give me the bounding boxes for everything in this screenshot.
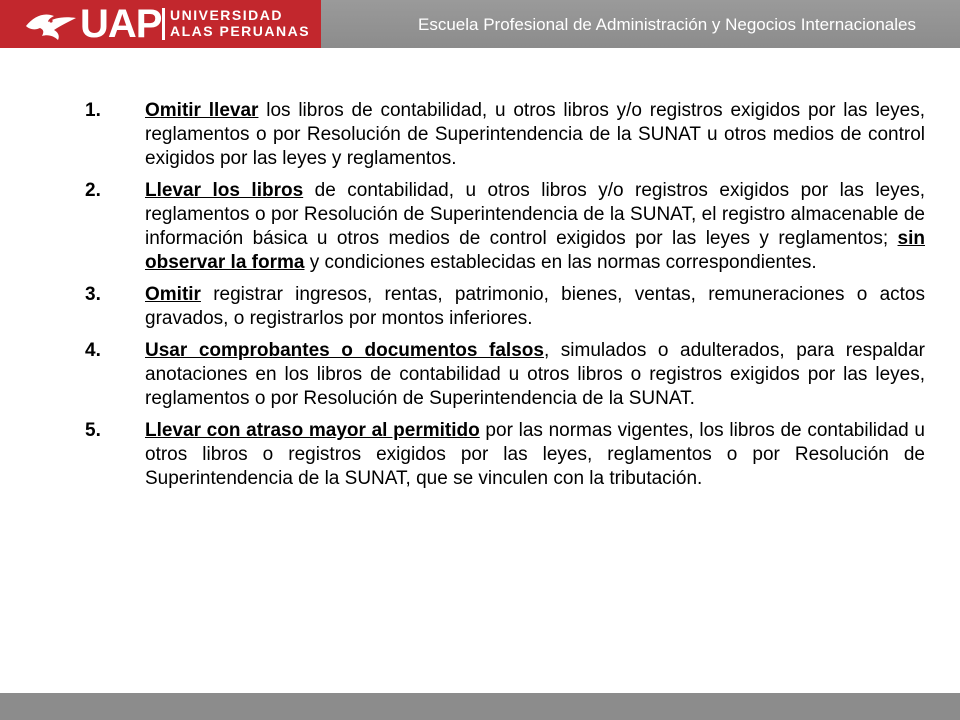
- item-lead: Llevar con atraso mayor al permitido: [145, 420, 480, 441]
- item-lead: Omitir llevar: [145, 100, 259, 121]
- item-text: [145, 99, 925, 171]
- logo-line-university: UNIVERSIDAD: [170, 7, 283, 23]
- logo-divider: [162, 8, 165, 40]
- item-text: [145, 179, 925, 275]
- list-item: [85, 283, 925, 331]
- school-title: Escuela Profesional de Administración y Negocios Internacionales: [418, 15, 916, 34]
- list-item: [85, 179, 925, 275]
- item-text: [145, 339, 925, 411]
- item-body: registrar ingresos, rentas, patrimonio, bienes, ventas, remuneraciones o actos gravados, o registrarlos por montos inferiores.: [145, 284, 925, 329]
- footer-bar: [0, 693, 960, 720]
- item-number: 4.: [85, 340, 101, 361]
- item-lead: Usar comprobantes o documentos falsos: [145, 340, 544, 361]
- logo-acronym: UAP: [80, 2, 162, 46]
- university-logo: [0, 0, 321, 48]
- item-body: de contabilidad, u otros libros y/o registros exigidos por las leyes, reglamentos o por Resolución de Superintendencia de la SUNAT, el registro almacenable de información básica u otros medios de control exigidos por las leyes y reglamentos;: [145, 180, 925, 249]
- header-bar: [0, 0, 960, 48]
- item-body: , simulados o adulterados, para respaldar anotaciones en los libros de contabilidad u otros libros o registros exigidos por las leyes, reglamentos o por Resolución de Superintendencia de la SUNAT.: [145, 340, 926, 409]
- item-lead: Omitir: [145, 284, 201, 305]
- item-text: [145, 419, 925, 491]
- item-number: 1.: [85, 100, 101, 121]
- item-lead-secondary: sin observar la forma: [145, 228, 925, 273]
- item-text: [145, 283, 925, 331]
- item-body-end: y condiciones establecidas en las normas correspondientes.: [304, 252, 817, 273]
- eagle-emblem-icon: [24, 6, 78, 42]
- item-number: 3.: [85, 284, 101, 305]
- list-item: [85, 339, 925, 411]
- logo-line-name: ALAS PERUANAS: [170, 23, 311, 39]
- item-number: 2.: [85, 180, 101, 201]
- item-body: los libros de contabilidad, u otros libros y/o registros exigidos por las leyes, reglamentos o por Resolución de Superintendencia de la SUNAT u otros medios de control exigidos por las leyes y reglamentos.: [145, 100, 925, 169]
- item-lead: Llevar los libros: [145, 180, 304, 201]
- list-item: [85, 99, 925, 171]
- item-number: 5.: [85, 420, 101, 441]
- item-body: por las normas vigentes, los libros de contabilidad u otros libros o registros exigidos por las leyes, reglamentos o por Resolución de Superintendencia de la SUNAT, que se vinculen con la tributación.: [145, 420, 925, 489]
- infractions-list: [85, 99, 925, 499]
- list-item: [85, 419, 925, 491]
